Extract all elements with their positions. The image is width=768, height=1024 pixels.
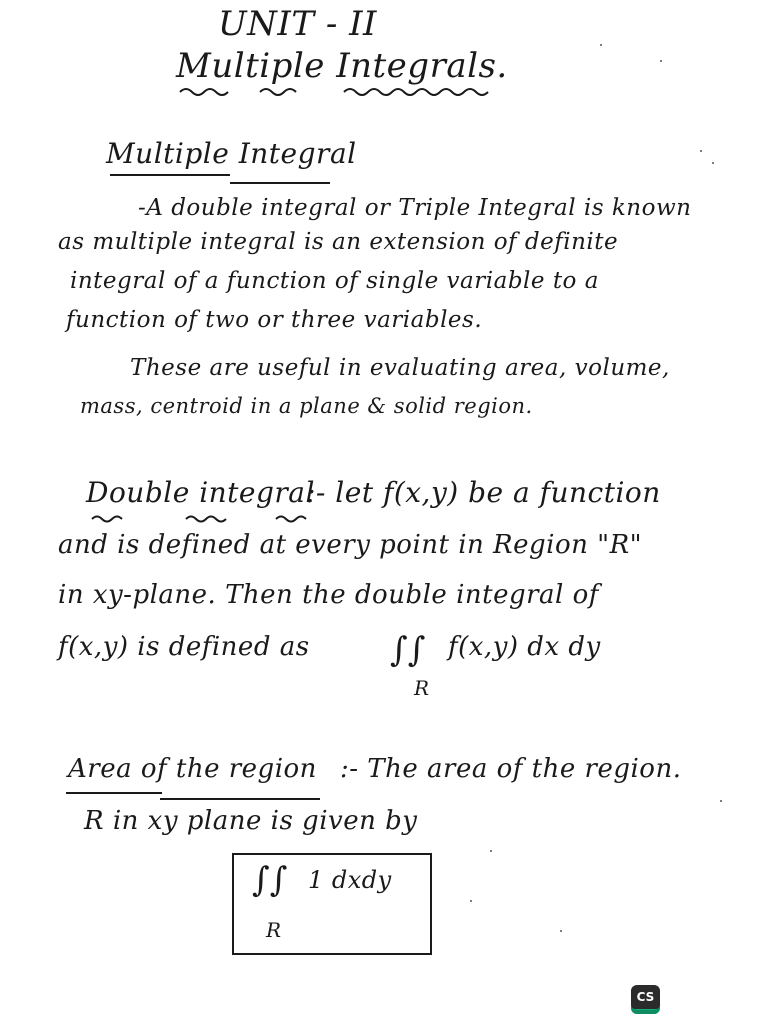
double-integral-integrand: f(x,y) dx dy [448,632,601,662]
scan-speck [712,162,714,164]
section1-line: These are useful in evaluating area, volume, [130,355,670,381]
scan-speck [700,150,702,152]
title-underline-squiggle [176,84,526,100]
camscanner-logo [631,985,660,1014]
section1-line: function of two or three variables. [66,307,483,333]
topic-title: Multiple Integrals. [176,46,508,86]
double-integral-region: R [414,676,430,700]
scan-speck [470,900,472,902]
section3-line: R in xy plane is given by [84,806,418,836]
section2-line: and is defined at every point in Region "R" [58,530,643,560]
scan-speck [720,800,722,802]
area-integral-region: R [266,918,282,942]
scan-speck [600,44,602,46]
heading-underline [230,182,330,184]
heading-underline [66,792,162,794]
heading-underline [110,174,230,176]
area-of-region-heading: Area of the region [68,754,317,784]
multiple-integral-heading: Multiple Integral [106,137,357,170]
scan-speck [490,850,492,852]
scan-speck [660,60,662,62]
heading-underline [160,798,320,800]
section2-line: :- let f(x,y) be a function [306,476,661,509]
scan-speck [560,930,562,932]
section3-line: :- The area of the region. [340,754,682,784]
double-integral-heading: Double integral [86,476,315,509]
section2-line: f(x,y) is defined as [58,632,310,662]
unit-title: UNIT - II [218,4,377,44]
section2-line: in xy-plane. Then the double integral of [58,580,599,610]
section1-line: as multiple integral is an extension of definite [58,229,619,255]
section1-line: mass, centroid in a plane & solid region. [80,394,533,418]
area-integrand: 1 dxdy [308,866,392,894]
double-integral-symbol: ∫∫ [390,630,426,670]
section1-line: -A double integral or Triple Integral is known [138,195,692,221]
area-integral-symbol: ∫∫ [252,860,288,900]
double-integral-squiggle [86,512,326,526]
camscanner-logo-label: CS [631,985,660,1009]
section1-line: integral of a function of single variable to a [70,268,599,294]
